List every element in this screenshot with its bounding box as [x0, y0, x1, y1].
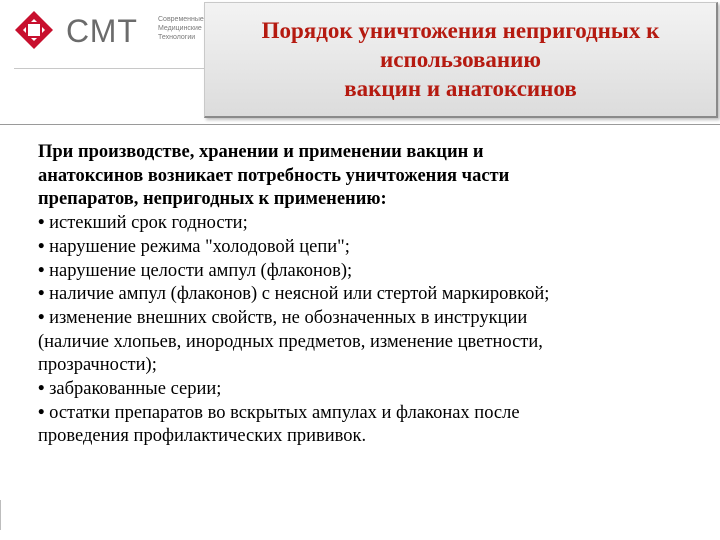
bullet-icon: • — [38, 284, 45, 305]
bullet-icon: • — [38, 260, 45, 281]
logo-tagline-line: Современные — [158, 16, 204, 23]
intro-line: препаратов, непригодных к применению: — [38, 189, 387, 210]
title-line: использованию — [379, 47, 541, 72]
title-line: Порядок уничтожения непригодных к — [261, 18, 660, 43]
reasons-list — [38, 212, 698, 449]
list-item-text: нарушение целости ампул (флаконов); — [49, 260, 353, 281]
list-item — [38, 378, 698, 402]
bullet-icon: • — [38, 402, 45, 423]
list-item-text: наличие ампул (флаконов) с неясной или стертой маркировкой; — [49, 284, 550, 305]
intro-paragraph — [38, 141, 698, 212]
slide-title — [204, 2, 718, 118]
logo-tagline-line: Технологии — [158, 34, 196, 41]
list-item-text: истекший срок годности; — [49, 213, 248, 234]
list-item — [38, 212, 698, 236]
bullet-icon: • — [38, 236, 45, 257]
logo-name: СМТ — [66, 13, 138, 49]
list-item — [38, 307, 698, 378]
intro-line: анатоксинов возникает потребность уничтожения части — [38, 165, 510, 186]
list-item — [38, 260, 698, 284]
list-item — [38, 402, 698, 449]
list-item-text: (наличие хлопьев, инородных предметов, изменение цветности, — [38, 331, 543, 352]
bullet-icon: • — [38, 213, 45, 234]
logo-mark-icon — [14, 10, 54, 50]
list-item — [38, 283, 698, 307]
title-line: вакцин и анатоксинов — [344, 76, 577, 101]
list-item-text: остатки препаратов во вскрытых ампулах и флаконах после — [49, 402, 520, 423]
bullet-icon: • — [38, 379, 45, 400]
list-item-text: изменение внешних свойств, не обозначенных в инструкции — [49, 307, 528, 328]
logo — [14, 10, 204, 54]
intro-line: При производстве, хранении и применении вакцин и — [38, 142, 484, 162]
list-item-text: забракованные серии; — [49, 379, 222, 400]
left-edge-line — [0, 500, 1, 530]
header-divider — [0, 124, 720, 125]
logo-divider — [14, 68, 214, 69]
list-item-text: нарушение режима "холодовой цепи"; — [49, 236, 350, 257]
list-item-text: проведения профилактических прививок. — [38, 426, 367, 447]
list-item-text: прозрачности); — [38, 355, 157, 376]
slide-body — [38, 141, 698, 449]
bullet-icon: • — [38, 307, 45, 328]
logo-tagline-line: Медицинские — [158, 25, 202, 32]
list-item — [38, 236, 698, 260]
